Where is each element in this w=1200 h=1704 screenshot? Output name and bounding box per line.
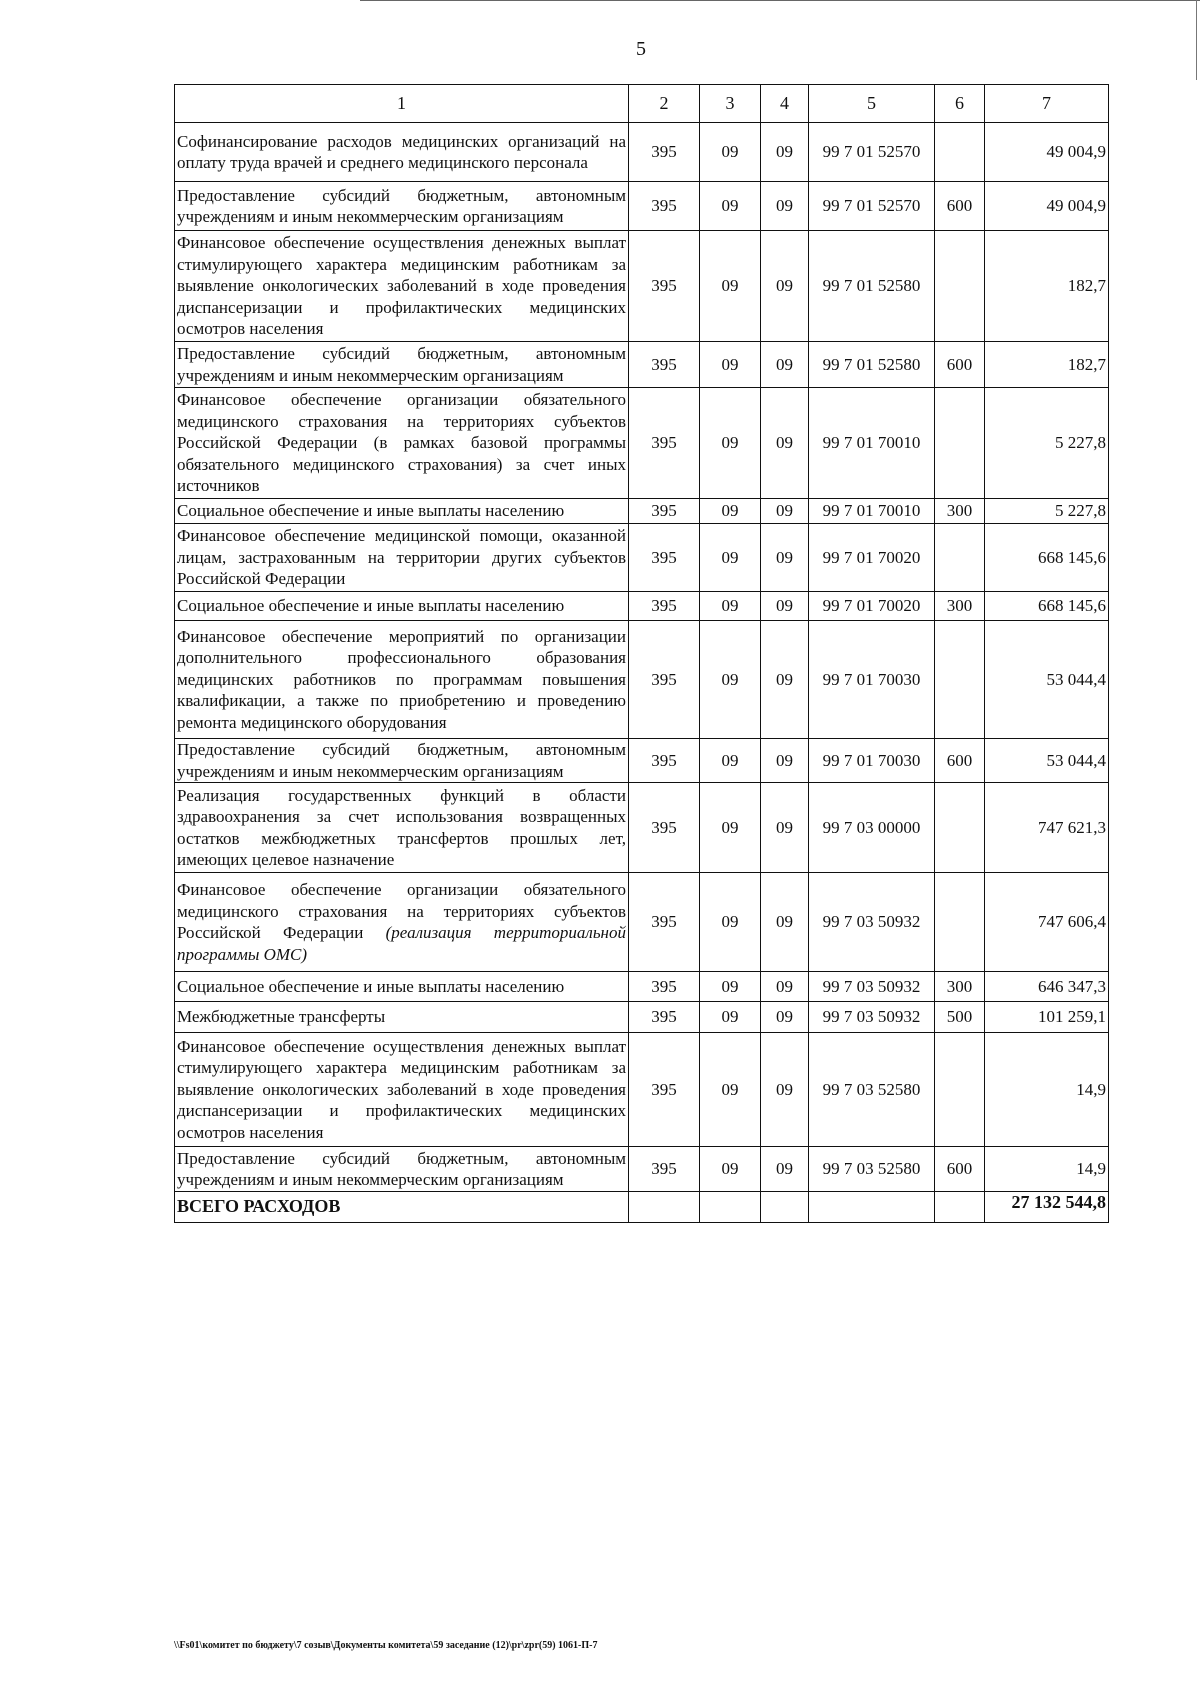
row-code-csr: 99 7 03 52580 xyxy=(809,1033,935,1147)
row-code-gl: 395 xyxy=(629,1002,700,1033)
page-number: 5 xyxy=(636,38,646,60)
row-code-csr: 99 7 03 50932 xyxy=(809,972,935,1002)
row-name-italic: (реализация территориальной программы ОМС) xyxy=(177,923,626,964)
row-name-text: Финансовое обеспечение осуществления денежных выплат стимулирующего характера медицинским работникам за выявление онкологических заболеваний в ходе проведения диспансеризации и профилактических медицинских осмотров населения xyxy=(177,1036,626,1142)
row-code-rz: 09 xyxy=(700,182,761,231)
row-code-csr: 99 7 03 50932 xyxy=(809,1002,935,1033)
row-code-vr: 600 xyxy=(935,739,985,783)
row-code-pr: 09 xyxy=(761,972,809,1002)
row-code-gl: 395 xyxy=(629,1147,700,1192)
row-code-vr: 500 xyxy=(935,1002,985,1033)
row-code-csr: 99 7 01 52570 xyxy=(809,123,935,182)
row-code-pr: 09 xyxy=(761,123,809,182)
empty-cell xyxy=(761,1192,809,1223)
row-amount: 5 227,8 xyxy=(985,499,1109,524)
row-amount: 747 621,3 xyxy=(985,783,1109,873)
row-code-pr: 09 xyxy=(761,1033,809,1147)
row-code-gl: 395 xyxy=(629,231,700,342)
row-name xyxy=(175,1147,629,1192)
row-name xyxy=(175,739,629,783)
total-row xyxy=(175,1192,1109,1223)
row-code-gl: 395 xyxy=(629,621,700,739)
row-name xyxy=(175,182,629,231)
row-code-rz: 09 xyxy=(700,342,761,388)
budget-table xyxy=(174,84,1109,1223)
row-code-rz: 09 xyxy=(700,1033,761,1147)
row-name xyxy=(175,123,629,182)
column-header: 7 xyxy=(985,85,1109,123)
row-code-pr: 09 xyxy=(761,388,809,499)
row-code-pr: 09 xyxy=(761,231,809,342)
row-amount: 668 145,6 xyxy=(985,524,1109,592)
scan-edge-line xyxy=(360,0,1200,1)
row-code-vr: 300 xyxy=(935,499,985,524)
row-code-vr: 600 xyxy=(935,1147,985,1192)
row-name xyxy=(175,499,629,524)
row-amount: 5 227,8 xyxy=(985,388,1109,499)
row-name-text: Финансовое обеспечение медицинской помощи, оказанной лицам, застрахованным на территории других субъектов Российской Федерации xyxy=(177,526,626,589)
table-row xyxy=(175,182,1109,231)
empty-cell xyxy=(809,1192,935,1223)
header-row xyxy=(175,85,1109,123)
row-amount: 646 347,3 xyxy=(985,972,1109,1002)
row-name xyxy=(175,1002,629,1033)
empty-cell xyxy=(700,1192,761,1223)
row-amount: 49 004,9 xyxy=(985,182,1109,231)
row-code-rz: 09 xyxy=(700,524,761,592)
column-header: 5 xyxy=(809,85,935,123)
row-code-rz: 09 xyxy=(700,499,761,524)
row-code-gl: 395 xyxy=(629,524,700,592)
row-code-pr: 09 xyxy=(761,342,809,388)
row-code-vr: 600 xyxy=(935,182,985,231)
row-name-text: Предоставление субсидий бюджетным, автономным учреждениям и иным некоммерческим организациям xyxy=(177,344,626,385)
row-code-pr: 09 xyxy=(761,524,809,592)
row-code-gl: 395 xyxy=(629,342,700,388)
row-code-csr: 99 7 01 70020 xyxy=(809,592,935,621)
row-name-text: Предоставление субсидий бюджетным, автономным учреждениям и иным некоммерческим организациям xyxy=(177,1148,626,1189)
empty-cell xyxy=(629,1192,700,1223)
row-amount: 668 145,6 xyxy=(985,592,1109,621)
row-code-vr xyxy=(935,1033,985,1147)
row-code-gl: 395 xyxy=(629,972,700,1002)
row-code-pr: 09 xyxy=(761,739,809,783)
row-code-pr: 09 xyxy=(761,592,809,621)
row-code-rz: 09 xyxy=(700,621,761,739)
row-name xyxy=(175,231,629,342)
row-code-csr: 99 7 01 70020 xyxy=(809,524,935,592)
row-name-text: Финансовое обеспечение мероприятий по организации дополнительного профессионального образования медицинских работников по программам повышения квалификации, а также по приобретению и проведению ремонта медицинского оборудования xyxy=(177,626,626,732)
row-name-text: Финансовое обеспечение осуществления денежных выплат стимулирующего характера медицинским работникам за выявление онкологических заболеваний в ходе проведения диспансеризации и профилактических медицинских осмотров населения xyxy=(177,233,626,339)
row-name-text: Социальное обеспечение и иные выплаты населению xyxy=(177,501,565,521)
row-code-csr: 99 7 01 52570 xyxy=(809,182,935,231)
row-code-csr: 99 7 01 70030 xyxy=(809,739,935,783)
row-code-csr: 99 7 03 50932 xyxy=(809,873,935,972)
row-code-pr: 09 xyxy=(761,1002,809,1033)
column-header: 1 xyxy=(175,85,629,123)
row-amount: 14,9 xyxy=(985,1147,1109,1192)
row-name xyxy=(175,873,629,972)
table-row xyxy=(175,499,1109,524)
table-row xyxy=(175,1002,1109,1033)
row-code-pr: 09 xyxy=(761,783,809,873)
row-amount: 747 606,4 xyxy=(985,873,1109,972)
row-amount: 53 044,4 xyxy=(985,739,1109,783)
row-code-csr: 99 7 01 70010 xyxy=(809,499,935,524)
row-code-rz: 09 xyxy=(700,739,761,783)
row-code-gl: 395 xyxy=(629,783,700,873)
file-path-footer: \\Fs01\комитет по бюджету\7 созыв\Документы комитета\59 заседание (12)\pr\zpr(59) 1061-П-7 xyxy=(174,1640,598,1651)
total-label: ВСЕГО РАСХОДОВ xyxy=(175,1192,629,1223)
row-name-text: Социальное обеспечение и иные выплаты населению xyxy=(177,596,565,616)
column-header: 6 xyxy=(935,85,985,123)
table-row xyxy=(175,123,1109,182)
row-code-vr xyxy=(935,231,985,342)
row-code-rz: 09 xyxy=(700,783,761,873)
row-name xyxy=(175,783,629,873)
table-row xyxy=(175,621,1109,739)
row-code-vr: 300 xyxy=(935,972,985,1002)
row-amount: 53 044,4 xyxy=(985,621,1109,739)
row-name xyxy=(175,342,629,388)
row-name-text: Предоставление субсидий бюджетным, автономным учреждениям и иным некоммерческим организациям xyxy=(177,740,626,781)
row-code-pr: 09 xyxy=(761,499,809,524)
row-code-rz: 09 xyxy=(700,972,761,1002)
row-code-pr: 09 xyxy=(761,621,809,739)
row-code-rz: 09 xyxy=(700,231,761,342)
row-code-gl: 395 xyxy=(629,388,700,499)
row-name-text: Финансовое обеспечение организации обязательного медицинского страхования на территориях субъектов Российской Федерации (в рамках базовой программы обязательного медицинского страхования) за счет иных источников xyxy=(177,390,626,496)
row-amount: 14,9 xyxy=(985,1033,1109,1147)
row-name-text: Реализация государственных функций в области здравоохранения за счет использования возвращенных остатков межбюджетных трансфертов прошлых лет, имеющих целевое назначение xyxy=(177,785,626,869)
column-header: 4 xyxy=(761,85,809,123)
row-code-vr xyxy=(935,123,985,182)
row-name xyxy=(175,1033,629,1147)
row-code-rz: 09 xyxy=(700,1147,761,1192)
row-name-text: Предоставление субсидий бюджетным, автономным учреждениям и иным некоммерческим организациям xyxy=(177,185,626,226)
row-code-gl: 395 xyxy=(629,182,700,231)
row-name xyxy=(175,524,629,592)
table-row xyxy=(175,342,1109,388)
row-name xyxy=(175,388,629,499)
table-row xyxy=(175,231,1109,342)
row-code-vr: 600 xyxy=(935,342,985,388)
row-name xyxy=(175,592,629,621)
row-code-vr xyxy=(935,621,985,739)
empty-cell xyxy=(935,1192,985,1223)
row-amount: 101 259,1 xyxy=(985,1002,1109,1033)
row-name-text: Социальное обеспечение и иные выплаты населению xyxy=(177,976,565,996)
row-code-gl: 395 xyxy=(629,739,700,783)
row-code-csr: 99 7 01 52580 xyxy=(809,342,935,388)
table-row xyxy=(175,524,1109,592)
table-row xyxy=(175,873,1109,972)
row-code-vr xyxy=(935,783,985,873)
table-row xyxy=(175,783,1109,873)
row-code-csr: 99 7 03 00000 xyxy=(809,783,935,873)
row-name-text: Межбюджетные трансферты xyxy=(177,1007,386,1027)
row-name-text: Софинансирование расходов медицинских организаций на оплату труда врачей и среднего медицинского персонала xyxy=(177,131,626,172)
row-code-pr: 09 xyxy=(761,873,809,972)
row-code-vr xyxy=(935,388,985,499)
row-code-vr xyxy=(935,873,985,972)
row-name-text: Финансовое обеспечение организации обязательного медицинского страхования на территориях субъектов Российской Федерации xyxy=(177,880,626,942)
row-code-csr: 99 7 03 52580 xyxy=(809,1147,935,1192)
row-code-rz: 09 xyxy=(700,388,761,499)
row-name xyxy=(175,972,629,1002)
row-code-vr: 300 xyxy=(935,592,985,621)
row-name xyxy=(175,621,629,739)
row-code-gl: 395 xyxy=(629,1033,700,1147)
row-code-pr: 09 xyxy=(761,182,809,231)
table-row xyxy=(175,972,1109,1002)
column-header: 3 xyxy=(700,85,761,123)
column-header: 2 xyxy=(629,85,700,123)
row-code-vr xyxy=(935,524,985,592)
row-code-csr: 99 7 01 70030 xyxy=(809,621,935,739)
row-code-pr: 09 xyxy=(761,1147,809,1192)
row-code-rz: 09 xyxy=(700,1002,761,1033)
row-code-gl: 395 xyxy=(629,592,700,621)
table-row xyxy=(175,739,1109,783)
table-row xyxy=(175,1147,1109,1192)
row-code-gl: 395 xyxy=(629,499,700,524)
row-code-rz: 09 xyxy=(700,873,761,972)
row-code-gl: 395 xyxy=(629,873,700,972)
row-code-csr: 99 7 01 70010 xyxy=(809,388,935,499)
table-row xyxy=(175,592,1109,621)
row-amount: 182,7 xyxy=(985,231,1109,342)
row-amount: 49 004,9 xyxy=(985,123,1109,182)
row-code-rz: 09 xyxy=(700,592,761,621)
table-row xyxy=(175,1033,1109,1147)
total-amount: 27 132 544,8 xyxy=(985,1192,1109,1223)
row-code-csr: 99 7 01 52580 xyxy=(809,231,935,342)
row-code-gl: 395 xyxy=(629,123,700,182)
row-code-rz: 09 xyxy=(700,123,761,182)
row-amount: 182,7 xyxy=(985,342,1109,388)
table-row xyxy=(175,388,1109,499)
